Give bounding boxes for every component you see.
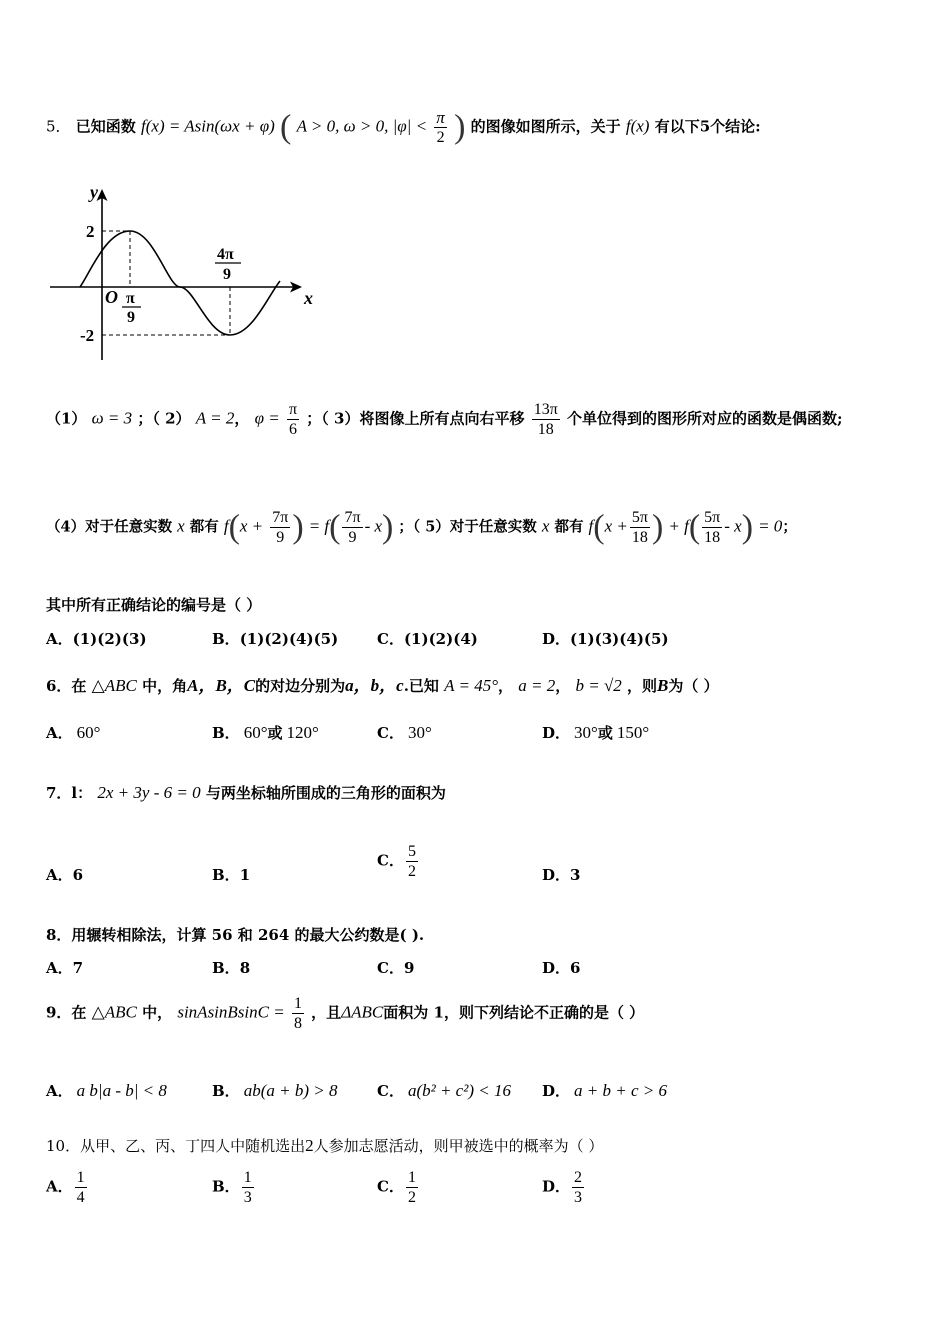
q5-option-c[interactable]: C．(1)(2)(4) [377,630,478,648]
q5-conclusions-1-3: （1） ω = 3 ；（ 2） A = 2， φ = $\frac{\pi}{6}$ ；（ 3）将图像上所有点向右平移 $\frac{13\pi}{18}$ 个单位得到的图形所对应的函数是偶函数; [46,401,843,438]
origin-label: O [105,287,118,307]
q6-number: 6．在 [46,677,87,695]
q10-option-c[interactable]: C． $\frac{1}{2}$ [377,1169,416,1206]
q9-option-a[interactable]: A． a b|a - b| < 8 [46,1081,167,1100]
q9-option-d[interactable]: D． a + b + c > 6 [542,1081,667,1100]
q7-stem: 7．l： 2x + 3y - 6 = 0 与两坐标轴所围成的三角形的面积为 [46,783,446,802]
q9-option-b[interactable]: B． ab(a + b) > 8 [212,1081,338,1100]
q8-option-c[interactable]: C．9 [377,959,415,977]
q10-option-d[interactable]: D． $\frac{2}{3}$ [542,1169,583,1206]
q5-option-d[interactable]: D．(1)(3)(4)(5) [542,630,669,648]
q7-option-c[interactable]: C． $\frac{5}{2}$ [377,843,416,880]
sine-curve [80,231,280,335]
q9-number: 9．在 [46,1003,87,1022]
q5-conclusions-4-5: （4）对于任意实数 x 都有 f(x + $\frac{7\pi}{9}$ ) = f( $\frac{7\pi}{9}$ - x) ；（ 5）对于任意实数 x 都有 f(x + $\frac{5\pi}{18}$ ) + f( $\frac{5\pi}{18}$ - x) = 0； [46,508,797,546]
x1-numerator: π [126,290,135,307]
q6-option-a[interactable]: A． 60° [46,723,101,742]
q5-option-a[interactable]: A．(1)(2)(3) [46,630,147,648]
x2-numerator: 4π [217,246,234,263]
q8-stem: 8．用辗转相除法，计算 56 和 264 的最大公约数是( ). [46,926,425,944]
q10-stem: 10．从甲、乙、丙、丁四人中随机选出2人参加志愿活动，则甲被选中的概率为（ ） [46,1136,604,1155]
q5-number: 5． [46,117,71,136]
x1-denominator: 9 [127,309,135,326]
q6-stem: 6．在 △ABC 中，角A，B，C的对边分别为a，b，c.已知 A = 45°， a = 2， b = √2 ，则B为（ ） [46,676,719,695]
q6-option-b[interactable]: B． 60°或 120° [212,723,319,742]
y-max-label: 2 [86,222,95,241]
q7-number: 7．l： [46,784,93,802]
q8-option-a[interactable]: A．7 [46,959,84,977]
x-axis-label: x [304,288,313,308]
q7-option-a[interactable]: A．6 [46,866,84,884]
q5-cond-fraction: $\frac{\pi}{2}$ [436,108,445,146]
q9-option-c[interactable]: C． a(b² + c²) < 16 [377,1081,511,1100]
q6-option-c[interactable]: C． 30° [377,723,432,742]
q5-stem: 5． 已知函数 f(x) = Asin(ωx + φ) ( A > 0, ω > 0, |φ| < $\frac{\pi}{2}$ ) 的图像如图所示，关于 f(x) 有以下5个结论: [46,108,761,146]
q10-option-a[interactable]: A． $\frac{1}{4}$ [46,1169,85,1206]
q9-stem: 9．在 △ABC 中， sinAsinBsinC = $\frac{1}{8}$ ，且ΔABC面积为 1，则下列结论不正确的是（ ） [46,995,645,1032]
q8-option-d[interactable]: D．6 [542,959,581,977]
y-axis-label: y [90,182,98,202]
q7-option-d[interactable]: D．3 [542,866,581,884]
q5-option-b[interactable]: B．(1)(2)(4)(5) [212,630,339,648]
q5-ask: 其中所有正确结论的编号是（ ） [46,596,262,614]
q5-condition: A > 0, ω > 0, |φ| < [296,116,428,136]
q7-option-b[interactable]: B．1 [212,866,251,884]
q7-equation: 2x + 3y - 6 = 0 [97,783,201,802]
x2-denominator: 9 [223,266,231,283]
q5-sine-graph [46,178,336,368]
q5-function: f(x) = Asin(ωx + φ) [141,116,275,136]
q10-option-b[interactable]: B． $\frac{1}{3}$ [212,1169,252,1206]
q8-option-b[interactable]: B．8 [212,959,251,977]
y-min-label: -2 [80,326,95,345]
q6-option-d[interactable]: D． 30°或 150° [542,723,650,742]
